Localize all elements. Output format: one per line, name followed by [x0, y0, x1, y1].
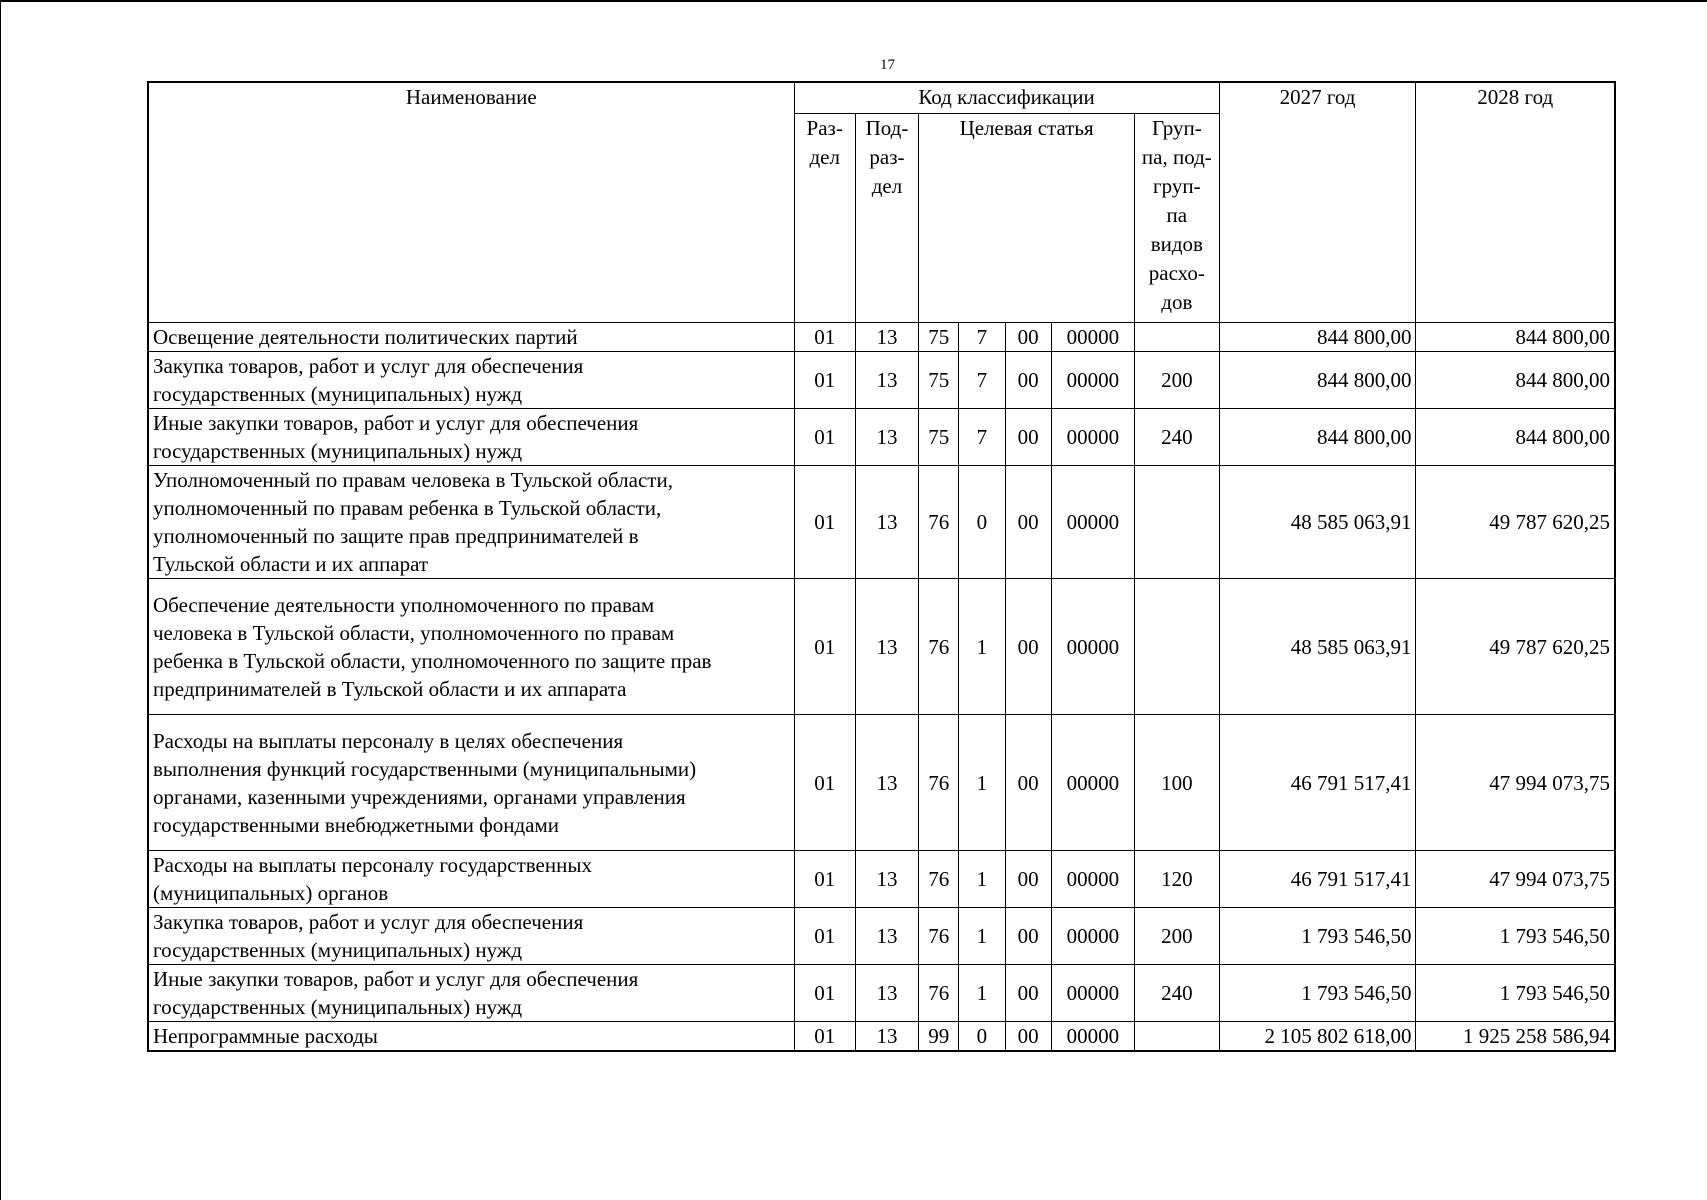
article-part-4: 00000 — [1051, 715, 1134, 851]
article-part-3: 00 — [1005, 323, 1051, 352]
article-part-3: 00 — [1005, 409, 1051, 466]
header-year-2028: 2028 год — [1416, 82, 1615, 323]
amount-2027: 48 585 063,91 — [1219, 466, 1416, 579]
amount-2027: 1 793 546,50 — [1219, 965, 1416, 1022]
amount-2027: 46 791 517,41 — [1219, 851, 1416, 908]
razdel-cell: 01 — [794, 409, 855, 466]
amount-2027: 2 105 802 618,00 — [1219, 1022, 1416, 1052]
podrazdel-cell: 13 — [855, 579, 918, 715]
page-number: 17 — [880, 57, 895, 73]
article-part-2: 1 — [959, 908, 1005, 965]
article-part-3: 00 — [1005, 908, 1051, 965]
amount-2027: 844 800,00 — [1219, 352, 1416, 409]
razdel-cell: 01 — [794, 851, 855, 908]
article-part-3: 00 — [1005, 851, 1051, 908]
amount-2028: 49 787 620,25 — [1416, 466, 1615, 579]
header-code: Код классификации — [794, 82, 1219, 114]
amount-2027: 844 800,00 — [1219, 409, 1416, 466]
article-part-2: 7 — [959, 352, 1005, 409]
article-part-4: 00000 — [1051, 323, 1134, 352]
article-part-3: 00 — [1005, 965, 1051, 1022]
podrazdel-cell: 13 — [855, 851, 918, 908]
expense-group-cell — [1135, 1022, 1219, 1052]
table-row — [148, 409, 1615, 466]
header-razdel: Раз- дел — [794, 114, 855, 323]
article-part-1: 99 — [919, 1022, 959, 1052]
row-name: Иные закупки товаров, работ и услуг для обеспечения государственных (муниципальных) нужд — [148, 409, 794, 466]
row-name: Закупка товаров, работ и услуг для обеспечения государственных (муниципальных) нужд — [148, 908, 794, 965]
expense-group-cell: 200 — [1135, 352, 1219, 409]
article-part-1: 76 — [919, 965, 959, 1022]
razdel-cell: 01 — [794, 1022, 855, 1052]
row-name: Иные закупки товаров, работ и услуг для обеспечения государственных (муниципальных) нужд — [148, 965, 794, 1022]
table-row — [148, 466, 1615, 579]
row-name: Уполномоченный по правам человека в Тульской области, уполномоченный по правам ребенка в Тульской области, уполномоченный по защите прав предпринимателей в Тульской области и их аппарат — [148, 466, 794, 579]
amount-2027: 844 800,00 — [1219, 323, 1416, 352]
row-name: Расходы на выплаты персоналу в целях обеспечения выполнения функций государственными (муниципальными) органами, казенными учреждениями, органами управления государственными внебюджетными фондами — [148, 715, 794, 851]
article-part-4: 00000 — [1051, 409, 1134, 466]
table-row — [148, 579, 1615, 715]
row-name: Обеспечение деятельности уполномоченного по правам человека в Тульской области, уполномоченного по правам ребенка в Тульской области, уполномоченного по защите прав предпринимателей в Тульской области и их аппарата — [148, 579, 794, 715]
amount-2028: 1 793 546,50 — [1416, 965, 1615, 1022]
article-part-1: 76 — [919, 851, 959, 908]
expense-group-cell — [1135, 466, 1219, 579]
podrazdel-cell: 13 — [855, 409, 918, 466]
article-part-4: 00000 — [1051, 965, 1134, 1022]
article-part-2: 0 — [959, 1022, 1005, 1052]
article-part-2: 7 — [959, 409, 1005, 466]
row-name: Освещение деятельности политических партий — [148, 323, 794, 352]
expense-group-cell: 240 — [1135, 409, 1219, 466]
amount-2028: 844 800,00 — [1416, 323, 1615, 352]
article-part-2: 1 — [959, 965, 1005, 1022]
razdel-cell: 01 — [794, 715, 855, 851]
article-part-4: 00000 — [1051, 908, 1134, 965]
expense-group-cell: 200 — [1135, 908, 1219, 965]
expense-group-cell: 240 — [1135, 965, 1219, 1022]
table-row — [148, 908, 1615, 965]
article-part-3: 00 — [1005, 579, 1051, 715]
table-row — [148, 323, 1615, 352]
amount-2027: 1 793 546,50 — [1219, 908, 1416, 965]
table-row — [148, 851, 1615, 908]
article-part-2: 1 — [959, 851, 1005, 908]
expense-group-cell: 120 — [1135, 851, 1219, 908]
razdel-cell: 01 — [794, 323, 855, 352]
razdel-cell: 01 — [794, 579, 855, 715]
podrazdel-cell: 13 — [855, 1022, 918, 1052]
header-expense-group: Груп- па, под- груп- па видов расхо- дов — [1135, 114, 1219, 323]
razdel-cell: 01 — [794, 466, 855, 579]
article-part-4: 00000 — [1051, 851, 1134, 908]
article-part-4: 00000 — [1051, 466, 1134, 579]
article-part-1: 76 — [919, 466, 959, 579]
podrazdel-cell: 13 — [855, 908, 918, 965]
expense-group-cell — [1135, 323, 1219, 352]
amount-2028: 844 800,00 — [1416, 352, 1615, 409]
article-part-1: 75 — [919, 323, 959, 352]
article-part-4: 00000 — [1051, 352, 1134, 409]
table-body — [148, 323, 1615, 1052]
article-part-2: 7 — [959, 323, 1005, 352]
article-part-2: 1 — [959, 579, 1005, 715]
razdel-cell: 01 — [794, 965, 855, 1022]
expense-group-cell: 100 — [1135, 715, 1219, 851]
row-name: Закупка товаров, работ и услуг для обеспечения государственных (муниципальных) нужд — [148, 352, 794, 409]
amount-2027: 46 791 517,41 — [1219, 715, 1416, 851]
amount-2028: 1 793 546,50 — [1416, 908, 1615, 965]
table-row — [148, 965, 1615, 1022]
article-part-1: 75 — [919, 409, 959, 466]
amount-2028: 49 787 620,25 — [1416, 579, 1615, 715]
article-part-1: 76 — [919, 908, 959, 965]
budget-table — [147, 81, 1616, 1052]
podrazdel-cell: 13 — [855, 965, 918, 1022]
razdel-cell: 01 — [794, 908, 855, 965]
header-year-2027: 2027 год — [1219, 82, 1416, 323]
amount-2028: 1 925 258 586,94 — [1416, 1022, 1615, 1052]
article-part-1: 76 — [919, 579, 959, 715]
article-part-3: 00 — [1005, 1022, 1051, 1052]
expense-group-cell — [1135, 579, 1219, 715]
article-part-3: 00 — [1005, 466, 1051, 579]
article-part-3: 00 — [1005, 352, 1051, 409]
header-podrazdel: Под- раз- дел — [855, 114, 918, 323]
podrazdel-cell: 13 — [855, 466, 918, 579]
table-row — [148, 1022, 1615, 1052]
podrazdel-cell: 13 — [855, 352, 918, 409]
amount-2027: 48 585 063,91 — [1219, 579, 1416, 715]
article-part-1: 75 — [919, 352, 959, 409]
article-part-3: 00 — [1005, 715, 1051, 851]
article-part-4: 00000 — [1051, 1022, 1134, 1052]
podrazdel-cell: 13 — [855, 715, 918, 851]
amount-2028: 844 800,00 — [1416, 409, 1615, 466]
article-part-1: 76 — [919, 715, 959, 851]
header-target-article: Целевая статья — [919, 114, 1135, 323]
article-part-2: 0 — [959, 466, 1005, 579]
table-row — [148, 715, 1615, 851]
header-name: Наименование — [148, 82, 794, 323]
article-part-4: 00000 — [1051, 579, 1134, 715]
table-row — [148, 352, 1615, 409]
amount-2028: 47 994 073,75 — [1416, 715, 1615, 851]
amount-2028: 47 994 073,75 — [1416, 851, 1615, 908]
article-part-2: 1 — [959, 715, 1005, 851]
razdel-cell: 01 — [794, 352, 855, 409]
row-name: Расходы на выплаты персоналу государственных (муниципальных) органов — [148, 851, 794, 908]
row-name: Непрограммные расходы — [148, 1022, 794, 1052]
podrazdel-cell: 13 — [855, 323, 918, 352]
